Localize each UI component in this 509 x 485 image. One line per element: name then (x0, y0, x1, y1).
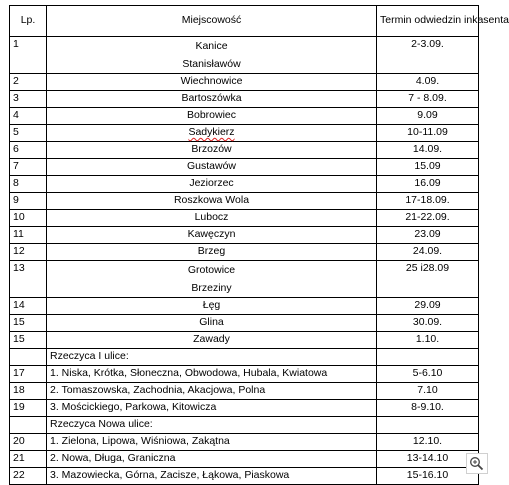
row-lp: 4 (10, 108, 47, 125)
row-place: Bobrowiec (47, 108, 377, 125)
table-row (10, 261, 479, 298)
table-row (10, 434, 479, 451)
row-place (47, 434, 377, 451)
table-row (10, 142, 479, 159)
header-place: Miejscowość (47, 6, 377, 37)
schedule-table (9, 5, 509, 485)
row-lp: 10 (10, 210, 47, 227)
row-place: Łęg (47, 298, 377, 315)
row-date: 1.10. (377, 332, 479, 349)
table-row (10, 74, 479, 91)
row-lp: 7 (10, 159, 47, 176)
row-place: Lubocz (47, 210, 377, 227)
row-place: Zawady (47, 332, 377, 349)
row-date: 2-3.09. (377, 37, 479, 74)
table-row (10, 298, 479, 315)
section-heading-date (377, 417, 479, 434)
section-title-rzeczyca-i: Rzeczyca I ulice: (47, 349, 377, 366)
row-date: 7 - 8.09. (377, 91, 479, 108)
table-row (10, 451, 479, 468)
row-date: 9.09 (377, 108, 479, 125)
row-place: 3. Mazowiecka, Górna, Zacisze, Łąkowa, Piaskowa (47, 468, 377, 485)
row-lp: 2 (10, 74, 47, 91)
table-row (10, 108, 479, 125)
table-row (10, 227, 479, 244)
row-date: 7.10 (377, 383, 479, 400)
section-heading-row (10, 417, 479, 434)
row-place: Gustawów (47, 159, 377, 176)
row-place (47, 125, 377, 142)
row-lp: 5 (10, 125, 47, 142)
row-lp: 15 (10, 315, 47, 332)
schedule-sheet (9, 5, 509, 485)
row-date: 21-22.09. (377, 210, 479, 227)
row-place-line1: Kanice (195, 40, 228, 52)
row-lp: 12 (10, 244, 47, 261)
row-lp: 3 (10, 91, 47, 108)
row-date: 4.09. (377, 74, 479, 91)
section-heading-lp (10, 349, 47, 366)
section-heading-row (10, 349, 479, 366)
row-place-line1: Grotowice (187, 264, 236, 276)
row-date: 10-11.09 (377, 125, 479, 142)
row-date: 23.09 (377, 227, 479, 244)
row-date: 13-14.10 (377, 451, 479, 468)
row-place: 1. Niska, Krótka, Słoneczna, Obwodowa, Hubala, Kwiatowa (47, 366, 377, 383)
row-lp: 11 (10, 227, 47, 244)
row-lp: 13 (10, 261, 47, 298)
spellcheck-place: Sadykierz (188, 126, 235, 139)
table-row (10, 176, 479, 193)
header-date: Termin odwiedzin inkasenta (377, 6, 479, 37)
zoom-in-button[interactable] (466, 453, 488, 474)
table-header-row (10, 6, 479, 37)
row-lp: 19 (10, 400, 47, 417)
row-date: 14.09. (377, 142, 479, 159)
section-heading-date (377, 349, 479, 366)
row-place: Kawęczyn (47, 227, 377, 244)
table-row (10, 37, 479, 74)
row-place: Glina (47, 315, 377, 332)
table-row (10, 366, 479, 383)
row-lp: 18 (10, 383, 47, 400)
row-lp: 9 (10, 193, 47, 210)
table-row (10, 315, 479, 332)
table-row (10, 193, 479, 210)
row-place: 2. Nowa, Długa, Graniczna (47, 451, 377, 468)
row-place: 3. Mościckiego, Parkowa, Kitowicza (47, 400, 377, 417)
row-lp: 6 (10, 142, 47, 159)
table-row (10, 400, 479, 417)
row-place: 2. Tomaszowska, Zachodnia, Akacjowa, Polna (47, 383, 377, 400)
row-place (47, 261, 377, 298)
row-lp: 14 (10, 298, 47, 315)
row-place: Bartoszówka (47, 91, 377, 108)
table-row (10, 468, 479, 485)
table-row (10, 332, 479, 349)
row-date: 12.10. (377, 434, 479, 451)
row-lp: 15 (10, 332, 47, 349)
header-lp: Lp. (10, 6, 47, 37)
section-heading-lp (10, 417, 47, 434)
row-place-text: 1. Zielona, Lipowa, Wiśniowa, Zakątna (50, 435, 230, 448)
row-place: Jeziorzec (47, 176, 377, 193)
table-row (10, 91, 479, 108)
row-place (47, 37, 377, 74)
row-place-line2: Stanisławów (182, 58, 241, 70)
row-date: 29.09 (377, 298, 479, 315)
row-date: 30.09. (377, 315, 479, 332)
row-lp: 20 (10, 434, 47, 451)
row-lp: 8 (10, 176, 47, 193)
row-date: 8-9.10. (377, 400, 479, 417)
table-row (10, 210, 479, 227)
row-date: 16.09 (377, 176, 479, 193)
row-place: Wiechnowice (47, 74, 377, 91)
row-lp: 1 (10, 37, 47, 74)
section-title-rzeczyca-nowa: Rzeczyca Nowa ulice: (47, 417, 377, 434)
row-date: 5-6.10 (377, 366, 479, 383)
row-date: 25 i28.09 (377, 261, 479, 298)
table-row (10, 125, 479, 142)
row-place: Brzeg (47, 244, 377, 261)
row-place: Brzozów (47, 142, 377, 159)
row-lp: 21 (10, 451, 47, 468)
row-date: 15-16.10 (377, 468, 479, 485)
row-date: 17-18.09. (377, 193, 479, 210)
row-lp: 22 (10, 468, 47, 485)
row-date: 15.09 (377, 159, 479, 176)
row-place-line2: Brzeziny (191, 282, 232, 294)
row-date: 24.09. (377, 244, 479, 261)
table-row (10, 159, 479, 176)
zoom-in-icon (469, 456, 484, 471)
table-row (10, 383, 479, 400)
table-row (10, 244, 479, 261)
row-lp: 17 (10, 366, 47, 383)
row-place: Roszkowa Wola (47, 193, 377, 210)
